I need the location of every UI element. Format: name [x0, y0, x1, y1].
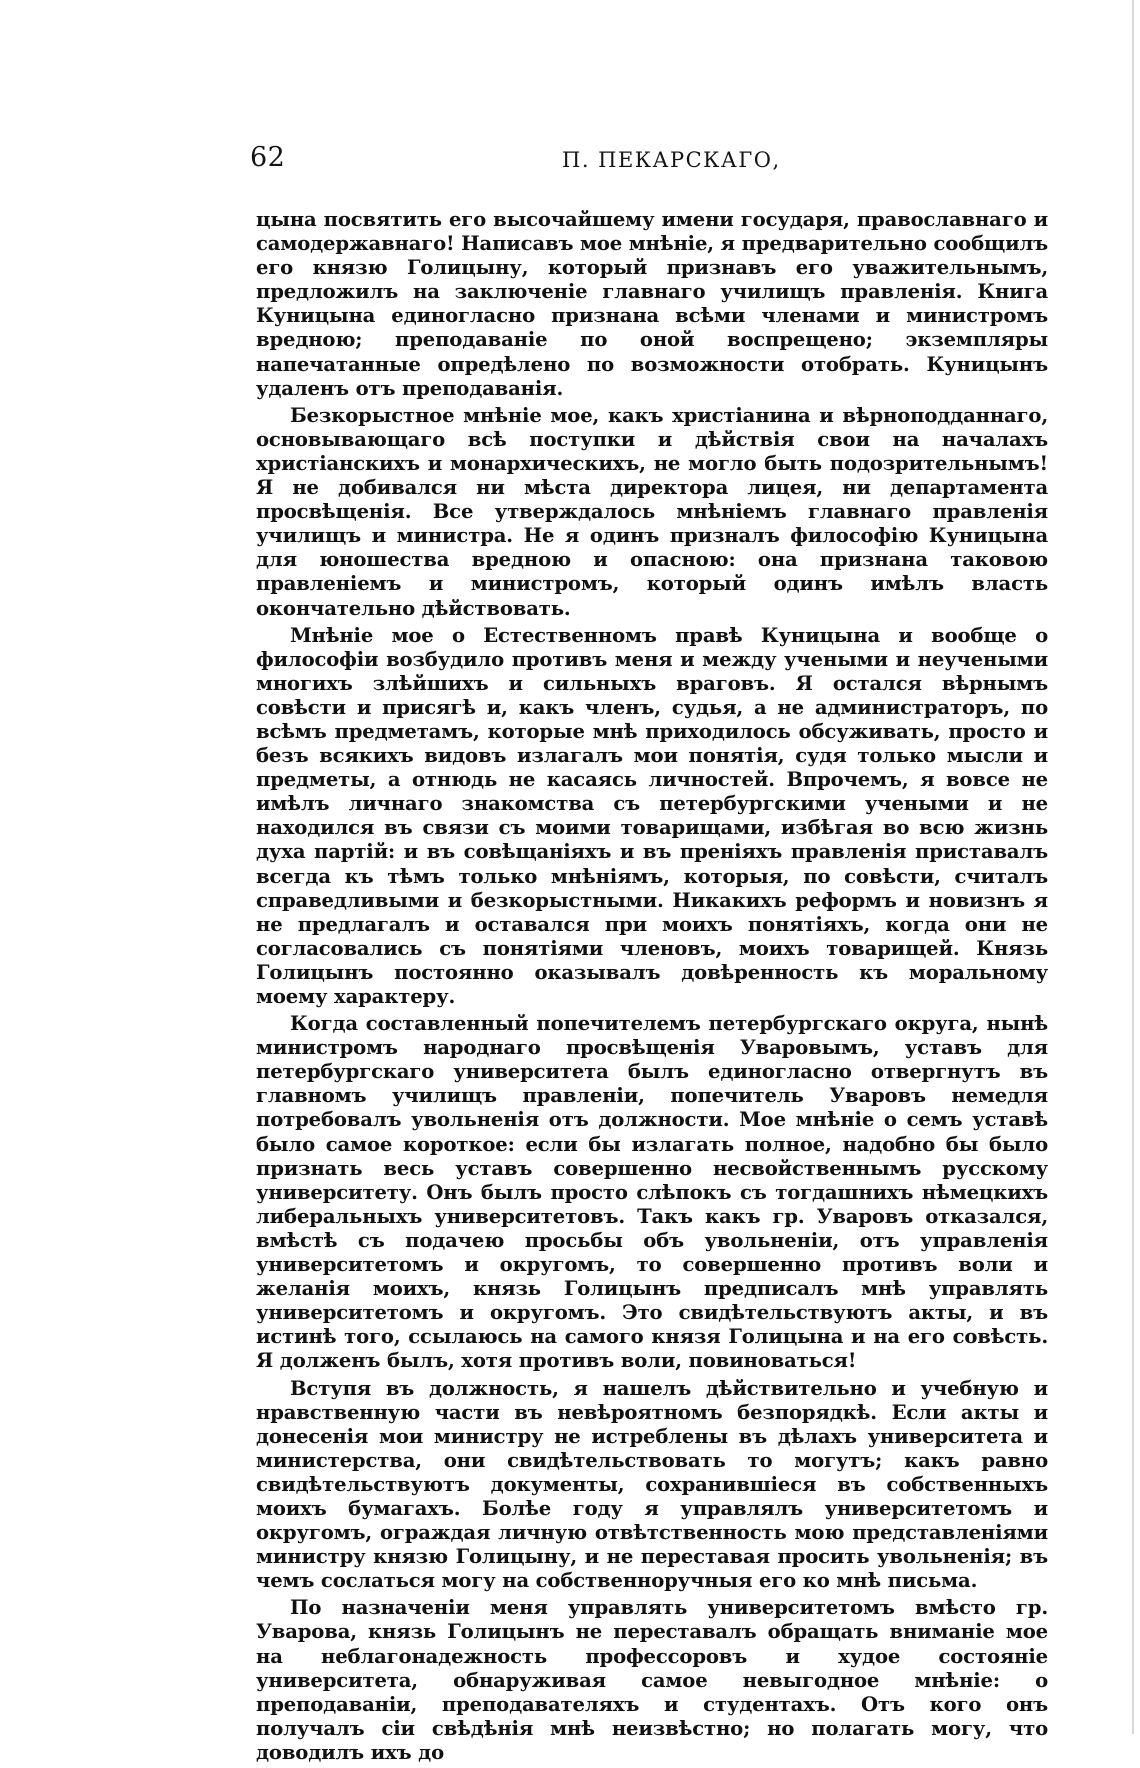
running-head-title: П. ПЕКАРСКАГО,	[562, 148, 781, 172]
body-text	[256, 208, 1048, 1768]
paragraph-2: Безкорыстное мнѣніе мое, какъ христіанина и вѣрноподданнаго, основывающаго всѣ поступки и дѣйствія свои на началахъ христіанскихъ и монархическихъ, не могло быть подозрительнымъ! Я не добивался ни мѣста директора лицея, ни департамента просвѣщенія. Все утверждалось мнѣніемъ главнаго правленія училищъ и министра. Не я одинъ призналъ философію Куницына для юношества вредною и опасною: она признана таковою правленіемъ и министромъ, который одинъ имѣлъ власть окончательно дѣйствовать.	[256, 403, 1048, 620]
paragraph-1: цына посвятить его высочайшему имени государя, православнаго и самодержавнаго! Написавъ мое мнѣніе, я предварительно сообщилъ его князю Голицыну, который признавъ его уважительнымъ, предложилъ на заключеніе главнаго училищъ правленія. Книга Куницына единогласно признана всѣми членами и министромъ вредною; преподаваніе по оной воспрещено; экземпляры напечатанные опредѣлено по возможности отобрать. Куницынъ удаленъ отъ преподаванія.	[256, 208, 1048, 400]
paragraph-6: По назначеніи меня управлять университетомъ вмѣсто гр. Уварова, князь Голицынъ не переставалъ обращать вниманіе мое на неблагонадежность профессоровъ и худое состояніе университета, обнаруживая самое невыгодное мнѣніе: о преподаваніи, преподавателяхъ и студентахъ. Отъ кого онъ получалъ сіи свѣдѣнія мнѣ неизвѣстно; но полагать могу, что доводилъ ихъ до	[256, 1596, 1048, 1764]
paragraph-4: Когда составленный попечителемъ петербургскаго округа, нынѣ министромъ народнаго просвѣщенія Уваровымъ, уставъ для петербургскаго университета былъ единогласно отвергнутъ въ главномъ училищъ правленіи, попечитель Уваровъ немедля потребовалъ увольненія отъ должности. Мое мнѣніе о семъ уставѣ было самое короткое: если бы излагать полное, надобно бы было признать весь уставъ совершенно несвойственнымъ русскому университету. Онъ былъ просто слѣпокъ съ тогдашнихъ нѣмецкихъ либеральныхъ университетовъ. Такъ какъ гр. Уваровъ отказался, вмѣстѣ съ подачею просьбы объ увольненіи, отъ управленія университетомъ и округомъ, то совершенно противъ воли и желанія моихъ, князь Голицынъ предписалъ мнѣ управлять университетомъ и округомъ. Это свидѣтельствуютъ акты, и въ истинѣ того, ссылаюсь на самого князя Голицына и на его совѣсть. Я долженъ былъ, хотя противъ воли, повиноваться!	[256, 1012, 1048, 1373]
page-number: 62	[250, 142, 286, 173]
paragraph-3: Мнѣніе мое о Естественномъ правѣ Куницына и вообще о философіи возбудило противъ меня и между учеными и неучеными многихъ злѣйшихъ и сильныхъ враговъ. Я остался вѣрнымъ совѣсти и присягѣ и, какъ членъ, судья, а не администраторъ, по всѣмъ предметамъ, которые мнѣ приходилось обсуживать, просто и безъ всякихъ видовъ излагалъ мои понятія, судя только мысли и предметы, а отнюдь не касаясь личностей. Впрочемъ, я вовсе не имѣлъ личнаго знакомства съ петербургскими учеными и не находился въ связи съ моими товарищами, избѣгая во всю жизнь духа партій: и въ совѣщаніяхъ и въ преніяхъ правленія приставалъ всегда къ тѣмъ только мнѣніямъ, которыя, по совѣсти, считалъ справедливыми и безкорыстными. Никакихъ реформъ и новизнъ я не предлагалъ и оставался при моихъ понятіяхъ, когда они не согласовались съ понятіями членовъ, моихъ товарищей. Князь Голицынъ постоянно оказывалъ довѣренность къ моральному моему характеру.	[256, 623, 1048, 1008]
page-edge-line	[1132, 0, 1134, 1734]
running-head	[250, 142, 1060, 182]
paragraph-5: Вступя въ должность, я нашелъ дѣйствительно и учебную и нравственную части въ невѣроятномъ безпорядкѣ. Если акты и донесенія мои министру не истреблены въ дѣлахъ университета и министерства, они свидѣтельствовать то могутъ; какъ равно свидѣтельствуютъ документы, сохранившіеся въ собственныхъ моихъ бумагахъ. Болѣе году я управлялъ университетомъ и округомъ, ограждая личную отвѣтственность мою представленіями министру князю Голицыну, и не переставая просить увольненія; въ чемъ сослаться могу на собственноручныя его ко мнѣ письма.	[256, 1376, 1048, 1593]
